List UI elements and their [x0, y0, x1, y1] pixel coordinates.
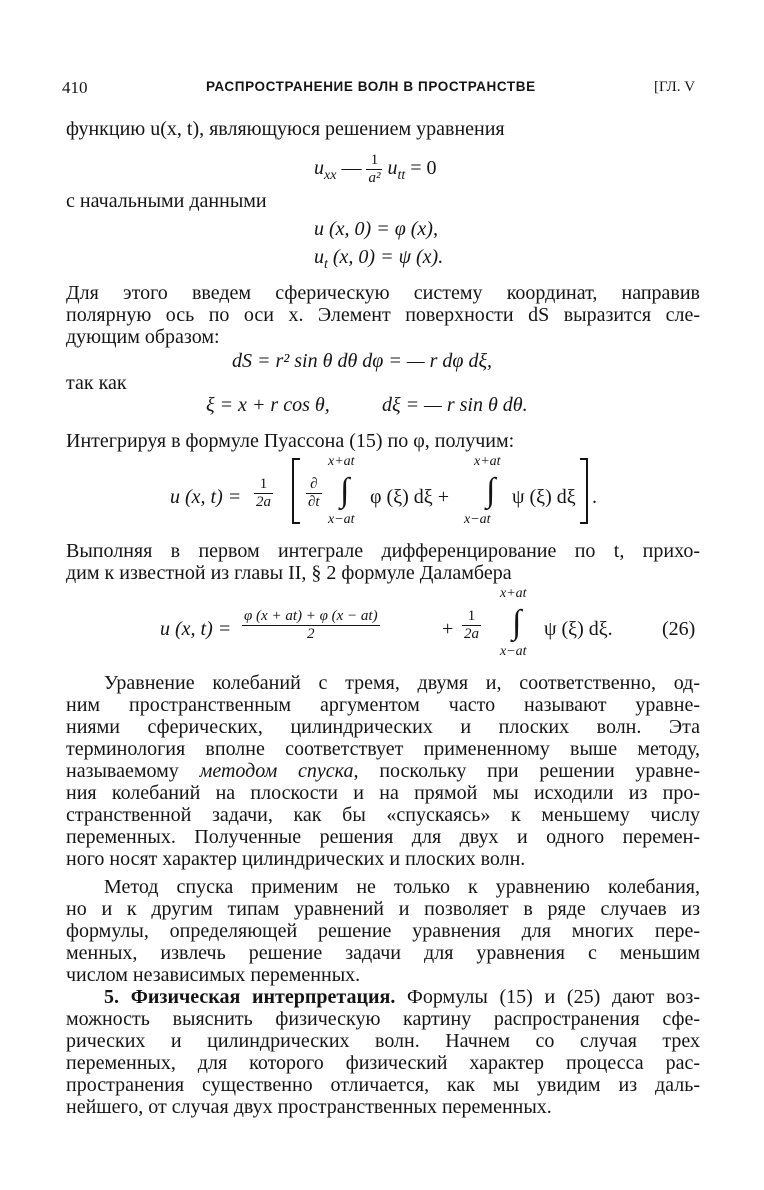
substitution-equation: ξ = x + r cos θ, [206, 394, 330, 416]
text-line: ного носят характер цилиндрических и плоских волн. [66, 848, 526, 870]
initial-condition-1: u (x, 0) = φ (x), [314, 218, 438, 240]
text-line: называемому методом спуска, поскольку при решении уравне- [66, 760, 700, 782]
equation-number: (26) [662, 618, 696, 640]
chapter-label: [ГЛ. V [654, 79, 696, 95]
text-line: дим к известной из главы II, § 2 формуле Даламбера [66, 562, 512, 584]
text-line: ниями сферических, цилиндрических и плоских волн. Эта [66, 716, 700, 738]
text-line: дующим образом: [66, 326, 220, 348]
fraction: $\frac{1}{\text{a²}}$ [368, 152, 381, 186]
text-line: переменных. Полученные решения для двух и одного перемен- [66, 826, 700, 848]
text-line: рических и цилиндрических волн. Начнем со случая трех [66, 1030, 700, 1052]
text-line: так как [66, 372, 127, 394]
running-title: РАСПРОСТРАНЕНИЕ ВОЛН В ПРОСТРАНСТВЕ [206, 79, 536, 94]
text-line: нейшего, от случая двух пространственных переменных. [66, 1096, 552, 1118]
text-line: функцию u(x, t), являющуюся решением уравнения [66, 118, 505, 140]
text-line: можность выяснить физическую картину распространения сфе- [66, 1008, 700, 1030]
text-line: терминология вполне соответствует примененному выше методу, [66, 738, 700, 760]
text-line: Уравнение колебаний с тремя, двумя и, соответственно, од- [104, 672, 700, 694]
page-number: 410 [62, 78, 88, 97]
text-line: ним пространственным аргументом часто называют уравне- [66, 694, 700, 716]
wave-equation: $u_{xx}$ — $\frac{1}{\text{a²}}$ $u_{tt} = 0$ [314, 152, 437, 186]
text-line: пространения существенно отличается, как мы увидим из даль- [66, 1074, 700, 1096]
text-line: Выполняя в первом интеграле дифференцирование по t, прихо- [66, 540, 700, 562]
emphasis: методом спуска [199, 760, 354, 782]
initial-condition-2: $u_t$ (x, 0) = ψ (x). [314, 246, 444, 272]
poisson-reduced-formula: u (x, t) = $\frac{1}{2a}$ ∂ ∂t x+at ∫ x−at φ (ξ) dξ + x+at ∫ x−at ψ (ξ) dξ . [170, 454, 597, 527]
surface-element-equation: dS = r² sin θ dθ dφ = — r dφ dξ, [232, 350, 493, 372]
text-line: Для этого введем сферическую систему координат, направив [66, 282, 700, 304]
text-line: Метод спуска применим не только к уравнению колебания, [104, 876, 700, 898]
text-line: 5. Физическая интерпретация. Формулы (15) и (25) дают воз- [104, 986, 700, 1008]
text-line: странственной задачи, как бы «спускаясь» к меньшему числу [66, 804, 700, 826]
integral-sign: ∫ [340, 472, 350, 509]
right-bracket [580, 458, 588, 524]
text-line: но и к другим типам уравнений и позволяет в ряде случаев из [66, 898, 700, 920]
integral-sign: ∫ [486, 472, 496, 509]
section-heading: 5. Физическая интерпретация. [104, 986, 396, 1008]
text-line: Интегрируя в формуле Пуассона (15) по φ, получим: [66, 430, 515, 452]
text-line: полярную ось по оси x. Элемент поверхности dS выразится сле- [66, 304, 700, 326]
dalembert-formula: u (x, t) = $\frac{\varphi (x + at) + \varphi (x - at)}{2}$ + $\frac{1}{2a}$ x+at ∫ x−at ψ (ξ) dξ. (26) [160, 586, 696, 659]
text-line: менных, извлечь решение задачи для уравнения с меньшим [66, 942, 700, 964]
text-line: с начальными данными [66, 190, 267, 212]
text-line: переменных, для которого физический характер процесса рас- [66, 1052, 700, 1074]
text-line: формулы, определяющей решение уравнения для многих пере- [66, 920, 700, 942]
integral-sign: ∫ [512, 604, 522, 641]
text-line: ния колебаний на плоскости и на прямой мы исходили из про- [66, 782, 700, 804]
differential-equation: dξ = — r sin θ dθ. [382, 394, 528, 416]
text-line: числом независимых переменных. [66, 964, 361, 986]
left-bracket [292, 458, 300, 524]
